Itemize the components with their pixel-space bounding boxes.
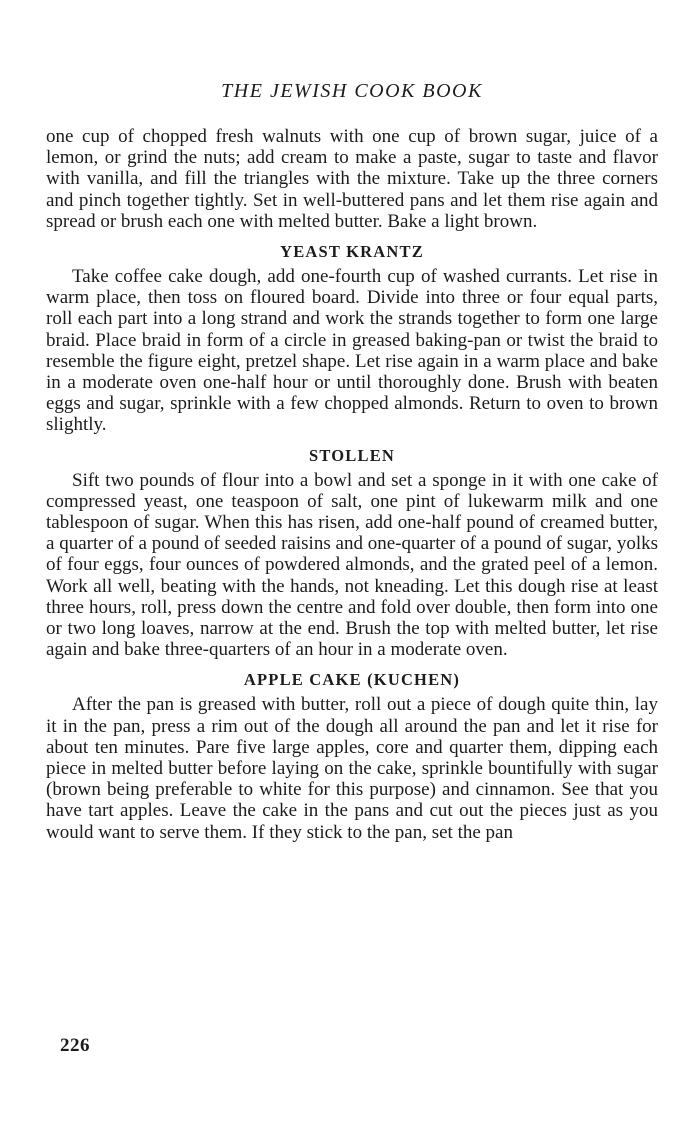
recipe-text-apple-cake: After the pan is greased with butter, roll out a piece of dough quite thin, lay it in the pan, press a rim out of the dough all around the pan and let it rise for about ten minutes. Pare five large apples, core and quarter them, dipping each piece in melted butter before laying on the cake, sprinkle bountifully with sugar (brown being preferable to white for this purpose) and cinnamon. See that you have tart apples. Leave the cake in the pans and cut out the pieces just as you would want to serve them. If they stick to the pan, set the pan — [46, 694, 658, 843]
recipe-title-stollen: STOLLEN — [308, 445, 396, 465]
recipe-text-yeast-krantz: Take coffee cake dough, add one-fourth cup of washed currants. Let rise in warm place, then toss on floured board. Divide into three or four equal parts, roll each part into a long strand and work the strands together to form one large braid. Place braid in form of a circle in greased baking-pan or twist the braid to resemble the figure eight, pretzel shape. Let rise again in a warm place and bake in a moderate oven one-half hour or until thoroughly done. Brush with beaten eggs and sugar, sprinkle with a few chopped almonds. Return to oven to brown slightly. — [46, 266, 658, 436]
running-head: THE JEWISH COOK BOOK — [221, 80, 483, 102]
page-number: 226 — [60, 1035, 90, 1056]
recipe-title-apple-cake: APPLE CAKE (KUCHEN) — [243, 670, 461, 690]
continuation-paragraph: one cup of chopped fresh walnuts with one cup of brown sugar, juice of a lemon, or grind the nuts; add cream to make a paste, sugar to taste and flavor with vanilla, and fill the triangles with the mixture. Take up the three corners and pinch together tightly. Set in well-buttered pans and let them rise again and spread or brush each one with melted butter. Bake a light brown. — [46, 126, 658, 232]
book-page — [46, 0, 658, 1148]
recipe-title-yeast-krantz: YEAST KRANTZ — [280, 242, 424, 262]
recipe-text-stollen: Sift two pounds of flour into a bowl and set a sponge in it with one cake of compressed yeast, one teaspoon of salt, one pint of lukewarm milk and one tablespoon of sugar. When this has risen, add one-half pound of creamed butter, a quarter of a pound of seeded raisins and one-quarter of a pound of sugar, yolks of four eggs, four ounces of powdered almonds, and the grated peel of a lemon. Work all well, beating with the hands, not kneading. Let this dough rise at least three hours, roll, press down the centre and fold over double, then form into one or two long loaves, narrow at the end. Brush the top with melted butter, let rise again and bake three-quarters of an hour in a moderate oven. — [46, 469, 658, 661]
page-body — [46, 126, 658, 843]
